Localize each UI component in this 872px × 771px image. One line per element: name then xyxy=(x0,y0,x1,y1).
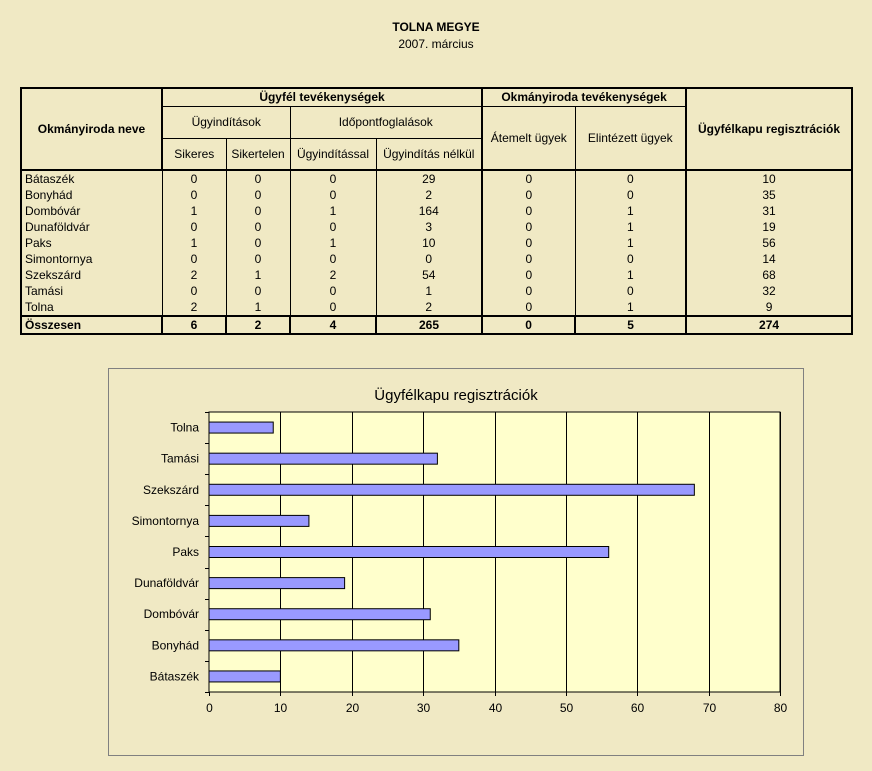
cell: 2 xyxy=(376,187,482,203)
table-row xyxy=(21,283,852,299)
col-header-without-initiation: Ügyindítás nélkül xyxy=(376,138,482,170)
col-header-completed: Elintézett ügyek xyxy=(575,106,686,170)
cell: 0 xyxy=(226,235,290,251)
cell: 0 xyxy=(162,187,226,203)
x-tick-label: 30 xyxy=(416,701,431,715)
cell: 9 xyxy=(686,299,852,316)
cell: 1 xyxy=(376,283,482,299)
row-name: Dunaföldvár xyxy=(21,219,162,235)
col-header-registrations: Ügyfélkapu regisztrációk xyxy=(686,88,852,170)
cell: 0 xyxy=(226,251,290,267)
bar xyxy=(209,640,459,651)
bar-chart xyxy=(109,369,803,755)
x-tick-label: 70 xyxy=(702,701,717,715)
row-name: Szekszárd xyxy=(21,267,162,283)
cell: 0 xyxy=(482,219,575,235)
cell: 1 xyxy=(575,299,686,316)
page-subtitle: 2007. március xyxy=(398,37,474,51)
cell: 1 xyxy=(575,219,686,235)
col-header-unsuccessful: Sikertelen xyxy=(226,138,290,170)
row-name: Tolna xyxy=(21,299,162,316)
cell: 0 xyxy=(482,283,575,299)
y-tick-label: Tolna xyxy=(170,420,199,435)
x-tick-label: 40 xyxy=(488,701,503,715)
total-cell: 5 xyxy=(575,316,686,334)
col-header-transferred: Átemelt ügyek xyxy=(482,106,575,170)
y-tick-label: Tamási xyxy=(160,451,199,466)
x-tick-label: 20 xyxy=(345,701,360,715)
cell: 14 xyxy=(686,251,852,267)
cell: 0 xyxy=(162,251,226,267)
x-tick-label: 60 xyxy=(630,701,645,715)
cell: 1 xyxy=(575,267,686,283)
cell: 1 xyxy=(575,235,686,251)
cell: 19 xyxy=(686,219,852,235)
cell: 164 xyxy=(376,203,482,219)
x-tick-label: 50 xyxy=(559,701,574,715)
table-row xyxy=(21,187,852,203)
page-title: TOLNA MEGYE xyxy=(392,20,480,34)
subgroup-header-appointments: Időpontfoglalások xyxy=(290,106,482,138)
table-row xyxy=(21,235,852,251)
x-tick-label: 10 xyxy=(273,701,288,715)
table-row xyxy=(21,267,852,283)
total-cell: 6 xyxy=(162,316,226,334)
cell: 0 xyxy=(482,187,575,203)
total-cell: 0 xyxy=(482,316,575,334)
row-name: Bonyhád xyxy=(21,187,162,203)
cell: 35 xyxy=(686,187,852,203)
x-tick-label: 80 xyxy=(773,701,788,715)
cell: 68 xyxy=(686,267,852,283)
cell: 10 xyxy=(686,170,852,187)
cell: 0 xyxy=(482,251,575,267)
y-tick-label: Szekszárd xyxy=(142,482,199,497)
cell: 0 xyxy=(162,170,226,187)
cell: 56 xyxy=(686,235,852,251)
table-row xyxy=(21,203,852,219)
bar xyxy=(209,609,430,620)
cell: 0 xyxy=(226,187,290,203)
cell: 0 xyxy=(575,251,686,267)
cell: 0 xyxy=(575,283,686,299)
cell: 1 xyxy=(290,235,376,251)
cell: 0 xyxy=(376,251,482,267)
cell: 2 xyxy=(290,267,376,283)
cell: 2 xyxy=(162,299,226,316)
row-name: Tamási xyxy=(21,283,162,299)
cell: 29 xyxy=(376,170,482,187)
row-name: Paks xyxy=(21,235,162,251)
cell: 1 xyxy=(290,203,376,219)
col-header-office-name: Okmányiroda neve xyxy=(21,88,162,170)
cell: 0 xyxy=(482,235,575,251)
group-header-office-activities: Okmányiroda tevékenységek xyxy=(482,88,686,106)
total-label: Összesen xyxy=(21,316,162,334)
cell: 2 xyxy=(376,299,482,316)
bar xyxy=(209,578,345,589)
statistics-table xyxy=(20,87,853,335)
cell: 0 xyxy=(482,299,575,316)
table-row xyxy=(21,299,852,316)
table-row xyxy=(21,170,852,187)
cell: 10 xyxy=(376,235,482,251)
cell: 0 xyxy=(162,283,226,299)
cell: 3 xyxy=(376,219,482,235)
subgroup-header-case-initiations: Ügyindítások xyxy=(162,106,290,138)
cell: 0 xyxy=(482,203,575,219)
y-tick-label: Dombóvár xyxy=(143,607,199,622)
cell: 0 xyxy=(162,219,226,235)
total-cell: 4 xyxy=(290,316,376,334)
row-name: Simontornya xyxy=(21,251,162,267)
cell: 0 xyxy=(482,170,575,187)
cell: 32 xyxy=(686,283,852,299)
col-header-with-initiation: Ügyindítással xyxy=(290,138,376,170)
table-row xyxy=(21,251,852,267)
y-tick-label: Bonyhád xyxy=(151,638,199,653)
total-row xyxy=(21,316,852,334)
cell: 54 xyxy=(376,267,482,283)
chart-title: Ügyfélkapu regisztrációk xyxy=(374,387,538,404)
cell: 0 xyxy=(226,170,290,187)
cell: 0 xyxy=(290,170,376,187)
cell: 0 xyxy=(226,283,290,299)
cell: 1 xyxy=(162,203,226,219)
cell: 1 xyxy=(575,203,686,219)
cell: 0 xyxy=(226,203,290,219)
total-cell: 265 xyxy=(376,316,482,334)
cell: 1 xyxy=(162,235,226,251)
y-tick-label: Bátaszék xyxy=(149,669,199,684)
cell: 0 xyxy=(290,219,376,235)
cell: 0 xyxy=(290,299,376,316)
x-tick-label: 0 xyxy=(206,701,213,715)
y-tick-label: Dunaföldvár xyxy=(134,576,199,591)
row-name: Bátaszék xyxy=(21,170,162,187)
col-header-successful: Sikeres xyxy=(162,138,226,170)
cell: 0 xyxy=(290,283,376,299)
cell: 2 xyxy=(162,267,226,283)
cell: 0 xyxy=(226,219,290,235)
cell: 1 xyxy=(226,267,290,283)
total-cell: 274 xyxy=(686,316,852,334)
chart-container xyxy=(108,368,804,756)
bar xyxy=(209,547,609,558)
cell: 0 xyxy=(575,187,686,203)
cell: 0 xyxy=(575,170,686,187)
bar xyxy=(209,515,309,526)
cell: 0 xyxy=(290,187,376,203)
table-row xyxy=(21,219,852,235)
bar xyxy=(209,671,280,682)
cell: 0 xyxy=(290,251,376,267)
bar xyxy=(209,484,694,495)
y-tick-label: Simontornya xyxy=(131,513,199,528)
cell: 31 xyxy=(686,203,852,219)
cell: 0 xyxy=(482,267,575,283)
bar xyxy=(209,453,437,464)
total-cell: 2 xyxy=(226,316,290,334)
cell: 1 xyxy=(226,299,290,316)
group-header-client-activities: Ügyfél tevékenységek xyxy=(162,88,482,106)
y-tick-label: Paks xyxy=(172,545,199,559)
row-name: Dombóvár xyxy=(21,203,162,219)
bar xyxy=(209,422,273,433)
